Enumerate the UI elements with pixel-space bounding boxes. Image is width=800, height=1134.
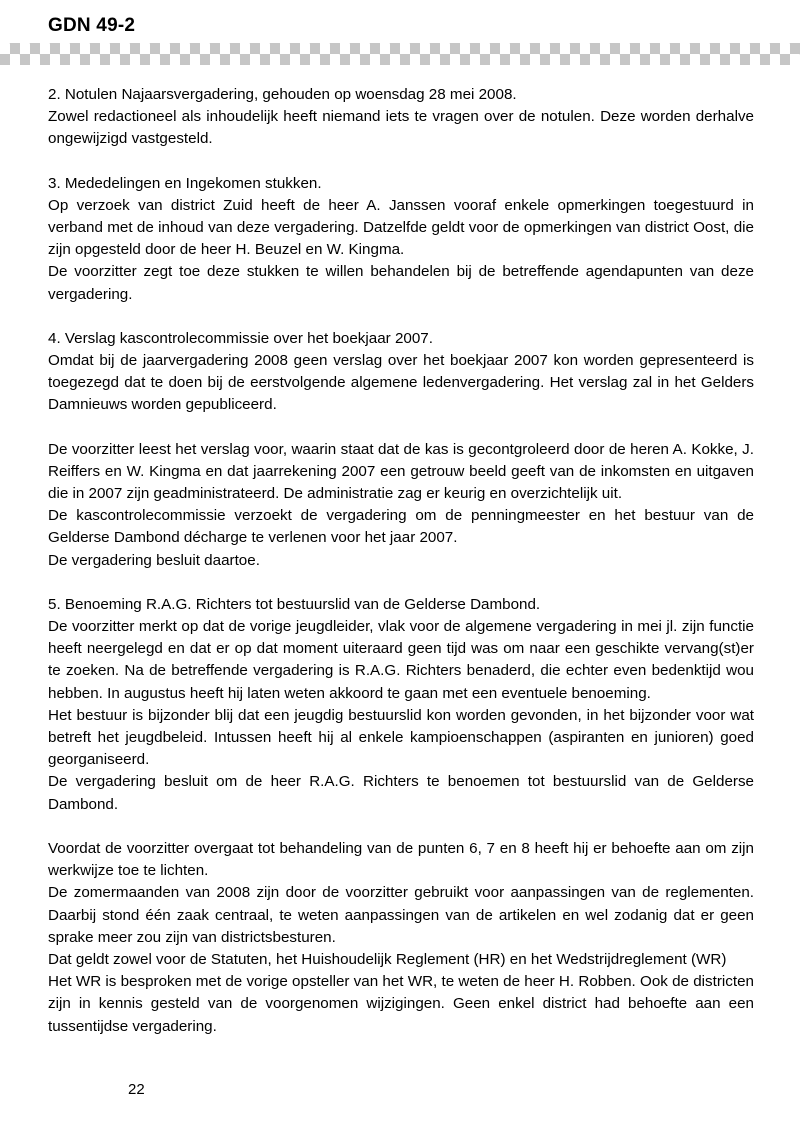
document-body	[48, 84, 754, 1038]
section-heading: 5. Benoeming R.A.G. Richters tot bestuurslid van de Gelderse Dambond.	[48, 595, 541, 613]
page-number: 22	[128, 1081, 145, 1098]
section-paragraph: De vergadering besluit om de heer R.A.G. Richters te benoemen tot bestuurslid van de Gelderse Dambond.	[48, 773, 754, 813]
section-item-4	[48, 328, 754, 417]
paragraph-spacer	[48, 417, 754, 439]
section-paragraph: Op verzoek van district Zuid heeft de heer A. Janssen vooraf enkele opmerkingen toegestuurd in verband met de inhoud van deze vergadering. Datzelfde geldt voor de opmerkingen van district Oost, die zijn opgesteld door de heer H. Beuzel en W. Kingma.	[48, 196, 754, 259]
paragraph-spacer	[48, 151, 754, 173]
section-heading: 4. Verslag kascontrolecommissie over het boekjaar 2007.	[48, 329, 433, 347]
section-paragraph: De vergadering besluit daartoe.	[48, 551, 260, 569]
section-paragraph: Het bestuur is bijzonder blij dat een jeugdig bestuurslid kon worden gevonden, in het bijzonder voor wat betreft het jeugdbeleid. Intussen heeft hij al enkele kampioenschappen (aspiranten en junioren) goed georganiseerd.	[48, 706, 754, 769]
section-item-2	[48, 84, 754, 151]
section-paragraph: De voorzitter merkt op dat de vorige jeugdleider, vlak voor de algemene vergadering in mei jl. zijn functie heeft neergelegd en dat er op dat moment uiteraard geen tijd was om naar een geschikte vervang(st)er te zoeken. Na de betreffende vergadering is R.A.G. Richters benaderd, die echter even bedenktijd wou hebben. In augustus heeft hij laten weten akkoord te gaan met een eventuele benoeming.	[48, 618, 754, 702]
section-paragraph: Het WR is besproken met de vorige opsteller van het WR, te weten de heer H. Robben. Ook de districten zijn in kennis gesteld van de voorgenomen wijzigingen. Geen enkel district had behoefte aan een tussentijdse vergadering.	[48, 973, 754, 1035]
paragraph-spacer	[48, 306, 754, 328]
section-heading: 3. Mededelingen en Ingekomen stukken.	[48, 174, 322, 192]
paragraph-spacer	[48, 572, 754, 594]
section-paragraph: Zowel redactioneel als inhoudelijk heeft niemand iets te vragen over de notulen. Deze worden derhalve ongewijzigd vastgesteld.	[48, 108, 754, 148]
section-paragraph: Voordat de voorzitter overgaat tot behandeling van de punten 6, 7 en 8 heeft hij er behoefte aan om zijn werkwijze toe te lichten.	[48, 839, 754, 880]
section-heading: 2. Notulen Najaarsvergadering, gehouden op woensdag 28 mei 2008.	[48, 86, 517, 103]
checkerboard-rule-decoration	[0, 43, 800, 65]
section-paragraph: Dat geldt zowel voor de Statuten, het Huishoudelijk Reglement (HR) en het Wedstrijdreglement (WR)	[48, 950, 727, 968]
section-item-5	[48, 594, 754, 816]
section-item-3	[48, 173, 754, 306]
paragraph-spacer	[48, 816, 754, 838]
section-paragraph: De voorzitter leest het verslag voor, waarin staat dat de kas is gecontgroleerd door de heren A. Kokke, J. Reiffers en W. Kingma en dat jaarrekening 2007 een getrouw beeld geeft van de inkomsten en uitgaven die in 2007 zijn geadministrateerd. De administratie zag er keurig en overzichtelijk uit.	[48, 440, 754, 503]
page-header-title: GDN 49-2	[48, 15, 136, 36]
section-paragraph: De kascontrolecommissie verzoekt de vergadering om de penningmeester en het bestuur van de Gelderse Dambond décharge te verlenen voor het jaar 2007.	[48, 507, 754, 547]
section-paragraph: Omdat bij de jaarvergadering 2008 geen verslag over het boekjaar 2007 kon worden gepresenteerd is toegezegd dat te doen bij de eerstvolgende algemene ledenvergadering. Het verslag zal in het Gelders Damnieuws worden gepubliceerd.	[48, 352, 754, 414]
section-closing	[48, 838, 754, 1038]
section-item-4-continued	[48, 439, 754, 572]
section-paragraph: De zomermaanden van 2008 zijn door de voorzitter gebruikt voor aanpassingen van de reglementen. Daarbij stond één zaak centraal, te weten aanpassingen van de artikelen en wel zodanig dat er geen sprake meer zou zijn van districtsbesturen.	[48, 884, 754, 946]
section-paragraph: De voorzitter zegt toe deze stukken te willen behandelen bij de betreffende agendapunten van deze vergadering.	[48, 263, 754, 303]
